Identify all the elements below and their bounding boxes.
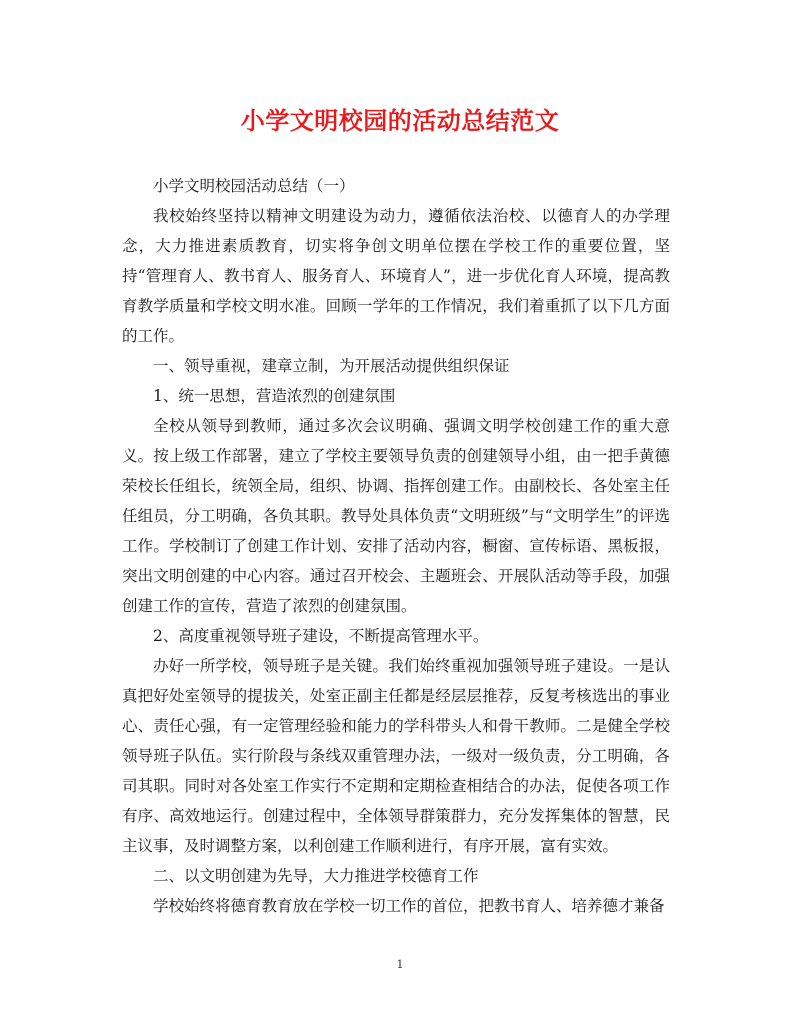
section-heading: 小学文明校园活动总结（一） [153, 177, 355, 195]
paragraph: 我校始终坚持以精神文明建设为动力，遵循依法治校、以德育人的办学理念，大力推进素质教育，切实将争创文明单位摆在学校工作的重要位置，坚持“管理育人、教书育人、服务育人、环境育人”，进一步优化育人环境，提高教育教学质量和学校文明水准。回顾一学年的工作情况，我们着重抓了以下几方面的工作。 [122, 207, 670, 345]
paragraph: 学校始终将德育教育放在学校一切工作的首位，把教书育人、培养德才兼备 [153, 897, 665, 915]
document-title: 小学文明校园的活动总结范文 [240, 106, 560, 135]
section-heading: 二、以文明创建为先导，大力推进学校德育工作 [153, 867, 479, 885]
subsection-heading: 1、统一思想，营造浓烈的创建氛围 [153, 387, 396, 405]
document-body [122, 171, 670, 921]
paragraph: 办好一所学校，领导班子是关键。我们始终重视加强领导班子建设。一是认真把好处室领导的提拔关，处室正副主任都是经层层推荐，反复考核选出的事业心、责任心强，有一定管理经验和能力的学科带头人和骨干教师。二是健全学校领导班子队伍。实行阶段与条线双重管理办法，一级对一级负责，分工明确，各司其职。同时对各处室工作实行不定期和定期检查相结合的办法，促使各项工作有序、高效地运行。创建过程中，全体领导群策群力，充分发挥集体的智慧，民主议事，及时调整方案，以利创建工作顺利进行，有序开展，富有实效。 [122, 657, 670, 855]
page-number: 1 [396, 958, 404, 971]
subsection-heading: 2、高度重视领导班子建设，不断提高管理水平。 [153, 627, 489, 645]
section-heading: 一、领导重视，建章立制，为开展活动提供组织保证 [153, 357, 510, 375]
paragraph: 全校从领导到教师，通过多次会议明确、强调文明学校创建工作的重大意义。按上级工作部署，建立了学校主要领导负责的创建领导小组，由一把手黄德荣校长任组长，统领全局，组织、协调、指挥创建工作。由副校长、各处室主任任组员，分工明确，各负其职。教导处具体负责“文明班级”与“文明学生”的评选工作。学校制订了创建工作计划、安排了活动内容，橱窗、宣传标语、黑板报，突出文明创建的中心内容。通过召开校会、主题班会、开展队活动等手段，加强创建工作的宣传，营造了浓烈的创建氛围。 [122, 417, 670, 615]
